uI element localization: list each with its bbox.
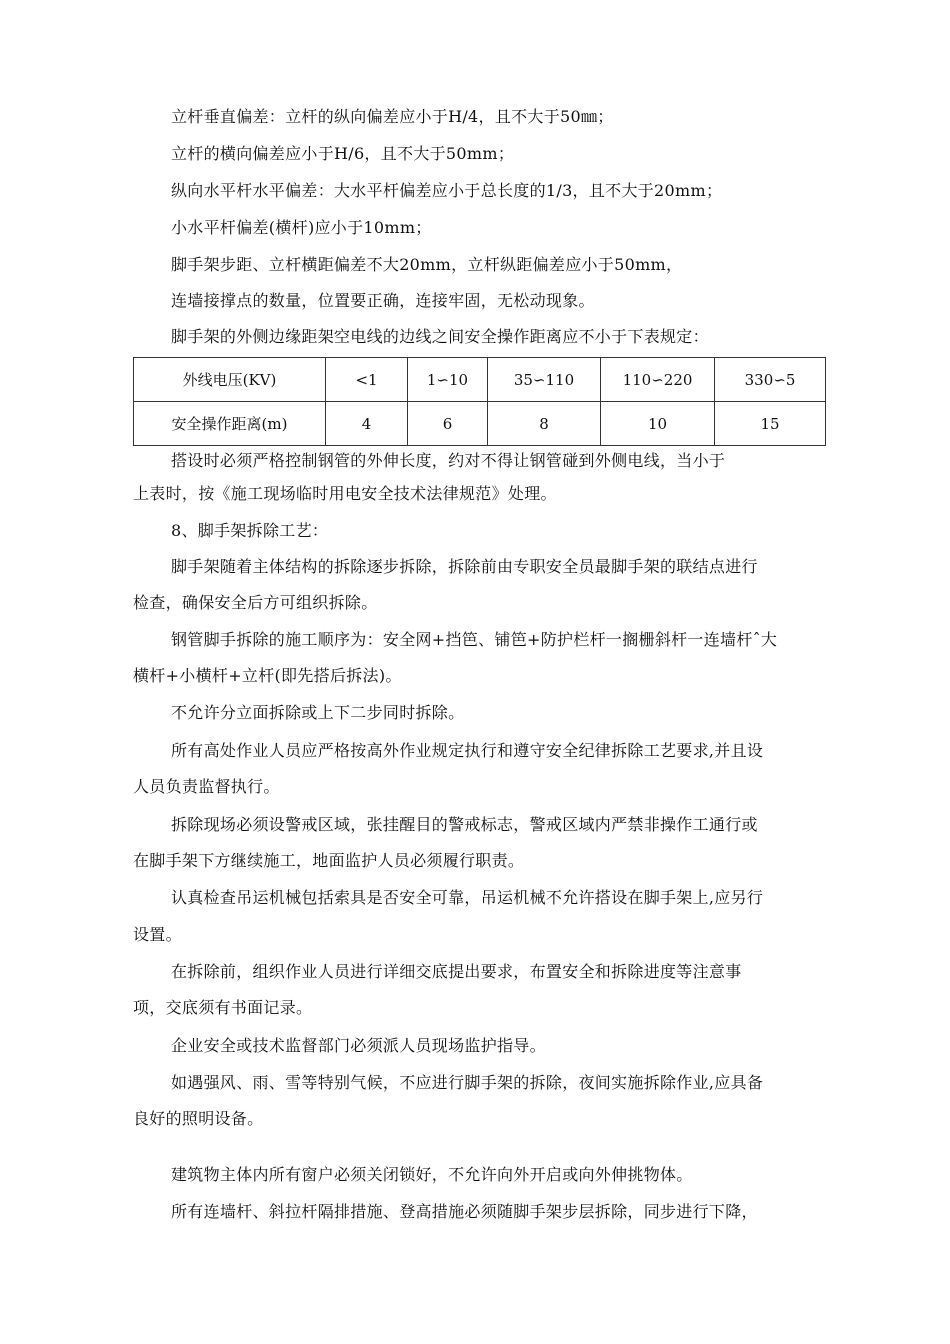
- paragraph-dismantle-order-2: 横杆+小横杆+立杆(即先搭后拆法)。: [133, 666, 402, 685]
- table-cell: <1: [326, 358, 408, 402]
- table-row: [134, 402, 826, 446]
- paragraph-steel-tube-length-1: 搭设时必须严格控制钢管的外伸长度，约对不得让钢管碰到外侧电线，当小于: [171, 451, 726, 470]
- paragraph-lifting-check-2: 设置。: [133, 925, 182, 944]
- paragraph-horizontal-deviation: 纵向水平杆水平偏差：大水平杆偏差应小于总长度的1/3，且不大于20mm；: [171, 181, 723, 200]
- paragraph-wall-ties: 连墙接撑点的数量，位置要正确，连接牢固，无松动现象。: [171, 291, 595, 310]
- table-cell: 10: [601, 402, 715, 446]
- paragraph-dismantle-order-1: 钢管脚手拆除的施工顺序为：安全网+挡笆、铺笆+防护栏杆一搁栅斜杆一连墙杆ˆ大: [171, 630, 778, 649]
- table-cell: 330∽5: [715, 358, 826, 402]
- paragraph-weather-1: 如遇强风、雨、雪等特别气候，不应进行脚手架的拆除，夜间实施拆除作业,应具备: [171, 1073, 764, 1092]
- paragraph-wall-ties-removal: 所有连墙杆、斜拉杆隔排措施、登高措施必须随脚手架步层拆除，同步进行下降，: [171, 1202, 758, 1221]
- table-cell: 4: [326, 402, 408, 446]
- table-cell: 8: [488, 402, 601, 446]
- paragraph-small-bar-deviation: 小水平杆偏差(横杆)应小于10mm；: [171, 218, 432, 237]
- paragraph-weather-2: 良好的照明设备。: [133, 1109, 264, 1128]
- table-cell: 6: [408, 402, 488, 446]
- table-cell: 外线电压(KV): [134, 358, 326, 402]
- paragraph-power-line-distance: 脚手架的外侧边缘距架空电线的边线之间安全操作距离应不小于下表规定：: [171, 327, 709, 346]
- paragraph-warning-zone-2: 在脚手架下方继续施工，地面监护人员必须履行职责。: [133, 851, 525, 870]
- table-cell: 1∽10: [408, 358, 488, 402]
- paragraph-briefing-2: 项，交底须有书面记录。: [133, 998, 313, 1017]
- paragraph-lifting-check-1: 认真检查吊运机械包括索具是否安全可靠，吊运机械不允许搭设在脚手架上,应另行: [171, 888, 764, 907]
- paragraph-warning-zone-1: 拆除现场必须设警戒区域，张挂醒目的警戒标志，警戒区域内严禁非操作工通行或: [171, 815, 758, 834]
- paragraph-windows: 建筑物主体内所有窗户必须关闭锁好，不允许向外开启或向外伸挑物体。: [171, 1165, 693, 1184]
- paragraph-no-simultaneous: 不允许分立面拆除或上下二步同时拆除。: [171, 703, 465, 722]
- paragraph-vertical-deviation: 立杆垂直偏差：立杆的纵向偏差应小于H/4，且不大于50㎜；: [171, 107, 614, 126]
- table-cell: 15: [715, 402, 826, 446]
- paragraph-high-altitude-2: 人员负责监督执行。: [133, 777, 280, 796]
- table-cell: 安全操作距离(m): [134, 402, 326, 446]
- paragraph-briefing-1: 在拆除前，组织作业人员进行详细交底提出要求，布置安全和拆除进度等注意事: [171, 962, 742, 981]
- paragraph-step-spacing: 脚手架步距、立杆横距偏差不大20mm，立杆纵距偏差应小于50mm，: [171, 255, 683, 274]
- paragraph-lateral-deviation: 立杆的横向偏差应小于H/6，且不大于50mm；: [171, 144, 515, 163]
- paragraph-steel-tube-length-2: 上表时，按《施工现场临时用电安全技术法律规范》处理。: [133, 484, 557, 503]
- paragraph-supervision: 企业安全或技术监督部门必须派人员现场监护指导。: [171, 1036, 546, 1055]
- paragraph-high-altitude-1: 所有高处作业人员应严格按高外作业规定执行和遵守安全纪律拆除工艺要求,并且设: [171, 741, 764, 760]
- section-heading-dismantling: 8、脚手架拆除工艺：: [171, 521, 329, 540]
- table-cell: 35∽110: [488, 358, 601, 402]
- table-cell: 110∽220: [601, 358, 715, 402]
- paragraph-dismantle-progress-1: 脚手架随着主体结构的拆除逐步拆除，拆除前由专职安全员最脚手架的联结点进行: [171, 557, 758, 576]
- table-row: [134, 358, 826, 402]
- voltage-distance-table: [133, 357, 826, 446]
- paragraph-dismantle-progress-2: 检查，确保安全后方可组织拆除。: [133, 593, 378, 612]
